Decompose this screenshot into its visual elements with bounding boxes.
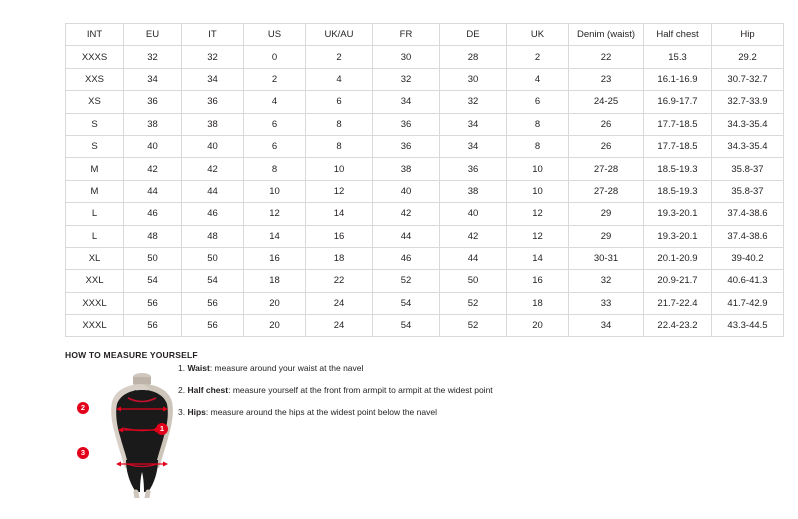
cell-eu: 56 xyxy=(124,315,182,337)
cell-uk-au: 24 xyxy=(306,292,373,314)
table-row xyxy=(66,68,784,90)
cell-it: 38 xyxy=(182,113,244,135)
cell-denim-waist: 29 xyxy=(569,225,644,247)
cell-de: 38 xyxy=(440,180,507,202)
cell-denim-waist: 27-28 xyxy=(569,180,644,202)
cell-de: 30 xyxy=(440,68,507,90)
cell-hip: 32.7-33.9 xyxy=(712,91,784,113)
cell-int: XS xyxy=(66,91,124,113)
step-label: Hips xyxy=(187,407,206,417)
cell-int: XXXS xyxy=(66,46,124,68)
cell-eu: 54 xyxy=(124,270,182,292)
cell-hip: 34.3-35.4 xyxy=(712,135,784,157)
cell-int: L xyxy=(66,225,124,247)
cell-uk-au: 16 xyxy=(306,225,373,247)
cell-it: 56 xyxy=(182,315,244,337)
cell-eu: 36 xyxy=(124,91,182,113)
marker-2-half-chest: 2 xyxy=(77,402,89,414)
cell-hip: 29.2 xyxy=(712,46,784,68)
size-table-container xyxy=(65,23,768,337)
cell-it: 36 xyxy=(182,91,244,113)
cell-fr: 38 xyxy=(373,158,440,180)
cell-it: 42 xyxy=(182,158,244,180)
cell-it: 46 xyxy=(182,203,244,225)
cell-hip: 35.8-37 xyxy=(712,158,784,180)
column-header-fr: FR xyxy=(373,24,440,46)
cell-fr: 34 xyxy=(373,91,440,113)
cell-denim-waist: 26 xyxy=(569,135,644,157)
cell-eu: 34 xyxy=(124,68,182,90)
cell-int: L xyxy=(66,203,124,225)
table-row xyxy=(66,46,784,68)
cell-us: 20 xyxy=(244,292,306,314)
cell-half-chest: 19.3-20.1 xyxy=(644,225,712,247)
marker-3-hips: 3 xyxy=(77,447,89,459)
table-row xyxy=(66,225,784,247)
cell-us: 2 xyxy=(244,68,306,90)
cell-fr: 30 xyxy=(373,46,440,68)
cell-fr: 32 xyxy=(373,68,440,90)
cell-half-chest: 15.3 xyxy=(644,46,712,68)
how-to-measure-title: HOW TO MEASURE YOURSELF xyxy=(65,350,198,360)
marker-1-waist: 1 xyxy=(156,423,168,435)
cell-uk: 18 xyxy=(507,292,569,314)
cell-hip: 43.3-44.5 xyxy=(712,315,784,337)
cell-half-chest: 20.9-21.7 xyxy=(644,270,712,292)
cell-eu: 44 xyxy=(124,180,182,202)
cell-us: 6 xyxy=(244,113,306,135)
column-header-hip: Hip xyxy=(712,24,784,46)
step-index: 1. xyxy=(178,363,186,373)
cell-us: 18 xyxy=(244,270,306,292)
cell-uk: 12 xyxy=(507,225,569,247)
table-row xyxy=(66,270,784,292)
cell-it: 56 xyxy=(182,292,244,314)
column-header-de: DE xyxy=(440,24,507,46)
cell-de: 40 xyxy=(440,203,507,225)
cell-eu: 48 xyxy=(124,225,182,247)
column-header-int: INT xyxy=(66,24,124,46)
cell-int: XXS xyxy=(66,68,124,90)
cell-int: XXXL xyxy=(66,315,124,337)
cell-hip: 30.7-32.7 xyxy=(712,68,784,90)
cell-de: 42 xyxy=(440,225,507,247)
cell-uk-au: 8 xyxy=(306,135,373,157)
size-table-body xyxy=(66,46,784,337)
cell-us: 10 xyxy=(244,180,306,202)
size-table xyxy=(65,23,784,337)
step-text: : measure yourself at the front from armpit to armpit at the widest point xyxy=(228,385,493,395)
cell-eu: 32 xyxy=(124,46,182,68)
cell-hip: 37.4-38.6 xyxy=(712,203,784,225)
cell-fr: 54 xyxy=(373,292,440,314)
cell-uk: 8 xyxy=(507,135,569,157)
cell-de: 36 xyxy=(440,158,507,180)
cell-hip: 39-40.2 xyxy=(712,247,784,269)
cell-fr: 40 xyxy=(373,180,440,202)
cell-it: 32 xyxy=(182,46,244,68)
cell-int: M xyxy=(66,158,124,180)
cell-uk: 10 xyxy=(507,158,569,180)
cell-denim-waist: 26 xyxy=(569,113,644,135)
cell-it: 44 xyxy=(182,180,244,202)
step-text: : measure around your waist at the navel xyxy=(209,363,364,373)
cell-eu: 50 xyxy=(124,247,182,269)
cell-fr: 42 xyxy=(373,203,440,225)
table-row xyxy=(66,135,784,157)
measure-step-half-chest xyxy=(178,385,598,396)
cell-de: 52 xyxy=(440,315,507,337)
cell-de: 34 xyxy=(440,135,507,157)
cell-int: M xyxy=(66,180,124,202)
cell-uk-au: 14 xyxy=(306,203,373,225)
cell-eu: 38 xyxy=(124,113,182,135)
column-header-it: IT xyxy=(182,24,244,46)
cell-denim-waist: 23 xyxy=(569,68,644,90)
cell-fr: 46 xyxy=(373,247,440,269)
cell-us: 14 xyxy=(244,225,306,247)
cell-it: 48 xyxy=(182,225,244,247)
cell-uk: 20 xyxy=(507,315,569,337)
cell-denim-waist: 33 xyxy=(569,292,644,314)
cell-half-chest: 17.7-18.5 xyxy=(644,135,712,157)
cell-half-chest: 18.5-19.3 xyxy=(644,158,712,180)
cell-int: S xyxy=(66,113,124,135)
cell-denim-waist: 27-28 xyxy=(569,158,644,180)
table-row xyxy=(66,315,784,337)
cell-us: 0 xyxy=(244,46,306,68)
step-label: Half chest xyxy=(187,385,229,395)
cell-eu: 56 xyxy=(124,292,182,314)
cell-it: 34 xyxy=(182,68,244,90)
cell-uk: 14 xyxy=(507,247,569,269)
cell-uk-au: 4 xyxy=(306,68,373,90)
cell-hip: 35.8-37 xyxy=(712,180,784,202)
cell-uk-au: 8 xyxy=(306,113,373,135)
cell-hip: 37.4-38.6 xyxy=(712,225,784,247)
cell-half-chest: 17.7-18.5 xyxy=(644,113,712,135)
cell-de: 52 xyxy=(440,292,507,314)
cell-uk-au: 10 xyxy=(306,158,373,180)
cell-uk-au: 18 xyxy=(306,247,373,269)
cell-it: 50 xyxy=(182,247,244,269)
column-header-uk-au: UK/AU xyxy=(306,24,373,46)
cell-us: 12 xyxy=(244,203,306,225)
measure-step-hips xyxy=(178,407,598,418)
cell-hip: 41.7-42.9 xyxy=(712,292,784,314)
cell-de: 50 xyxy=(440,270,507,292)
cell-de: 28 xyxy=(440,46,507,68)
step-text: : measure around the hips at the widest point below the navel xyxy=(205,407,437,417)
cell-it: 40 xyxy=(182,135,244,157)
cell-uk-au: 2 xyxy=(306,46,373,68)
cell-uk: 2 xyxy=(507,46,569,68)
cell-half-chest: 22.4-23.2 xyxy=(644,315,712,337)
cell-int: S xyxy=(66,135,124,157)
cell-us: 16 xyxy=(244,247,306,269)
table-row xyxy=(66,113,784,135)
cell-fr: 36 xyxy=(373,113,440,135)
cell-uk-au: 24 xyxy=(306,315,373,337)
cell-uk: 12 xyxy=(507,203,569,225)
column-header-eu: EU xyxy=(124,24,182,46)
table-row xyxy=(66,203,784,225)
table-row xyxy=(66,180,784,202)
cell-uk-au: 12 xyxy=(306,180,373,202)
cell-uk: 10 xyxy=(507,180,569,202)
step-index: 3. xyxy=(178,407,186,417)
cell-us: 8 xyxy=(244,158,306,180)
cell-denim-waist: 29 xyxy=(569,203,644,225)
cell-half-chest: 20.1-20.9 xyxy=(644,247,712,269)
cell-fr: 52 xyxy=(373,270,440,292)
cell-it: 54 xyxy=(182,270,244,292)
cell-half-chest: 19.3-20.1 xyxy=(644,203,712,225)
table-row xyxy=(66,158,784,180)
cell-int: XXL xyxy=(66,270,124,292)
cell-uk-au: 22 xyxy=(306,270,373,292)
cell-denim-waist: 30-31 xyxy=(569,247,644,269)
measure-steps-list xyxy=(178,363,598,429)
cell-denim-waist: 24-25 xyxy=(569,91,644,113)
cell-fr: 54 xyxy=(373,315,440,337)
cell-hip: 34.3-35.4 xyxy=(712,113,784,135)
cell-uk: 6 xyxy=(507,91,569,113)
cell-denim-waist: 32 xyxy=(569,270,644,292)
cell-eu: 42 xyxy=(124,158,182,180)
cell-us: 4 xyxy=(244,91,306,113)
table-row xyxy=(66,247,784,269)
cell-uk: 4 xyxy=(507,68,569,90)
cell-eu: 40 xyxy=(124,135,182,157)
column-header-uk: UK xyxy=(507,24,569,46)
table-header-row xyxy=(66,24,784,46)
step-index: 2. xyxy=(178,385,186,395)
cell-hip: 40.6-41.3 xyxy=(712,270,784,292)
cell-fr: 36 xyxy=(373,135,440,157)
cell-de: 32 xyxy=(440,91,507,113)
column-header-half-chest: Half chest xyxy=(644,24,712,46)
cell-uk: 16 xyxy=(507,270,569,292)
column-header-denim-waist: Denim (waist) xyxy=(569,24,644,46)
measure-step-waist xyxy=(178,363,598,374)
cell-denim-waist: 22 xyxy=(569,46,644,68)
cell-denim-waist: 34 xyxy=(569,315,644,337)
cell-us: 6 xyxy=(244,135,306,157)
cell-half-chest: 16.1-16.9 xyxy=(644,68,712,90)
cell-fr: 44 xyxy=(373,225,440,247)
cell-half-chest: 16.9-17.7 xyxy=(644,91,712,113)
cell-uk-au: 6 xyxy=(306,91,373,113)
cell-half-chest: 18.5-19.3 xyxy=(644,180,712,202)
cell-de: 34 xyxy=(440,113,507,135)
column-header-us: US xyxy=(244,24,306,46)
cell-eu: 46 xyxy=(124,203,182,225)
cell-int: XXXL xyxy=(66,292,124,314)
size-table-head xyxy=(66,24,784,46)
cell-half-chest: 21.7-22.4 xyxy=(644,292,712,314)
cell-int: XL xyxy=(66,247,124,269)
cell-uk: 8 xyxy=(507,113,569,135)
table-row xyxy=(66,292,784,314)
table-row xyxy=(66,91,784,113)
step-label: Waist xyxy=(187,363,210,373)
cell-de: 44 xyxy=(440,247,507,269)
cell-us: 20 xyxy=(244,315,306,337)
